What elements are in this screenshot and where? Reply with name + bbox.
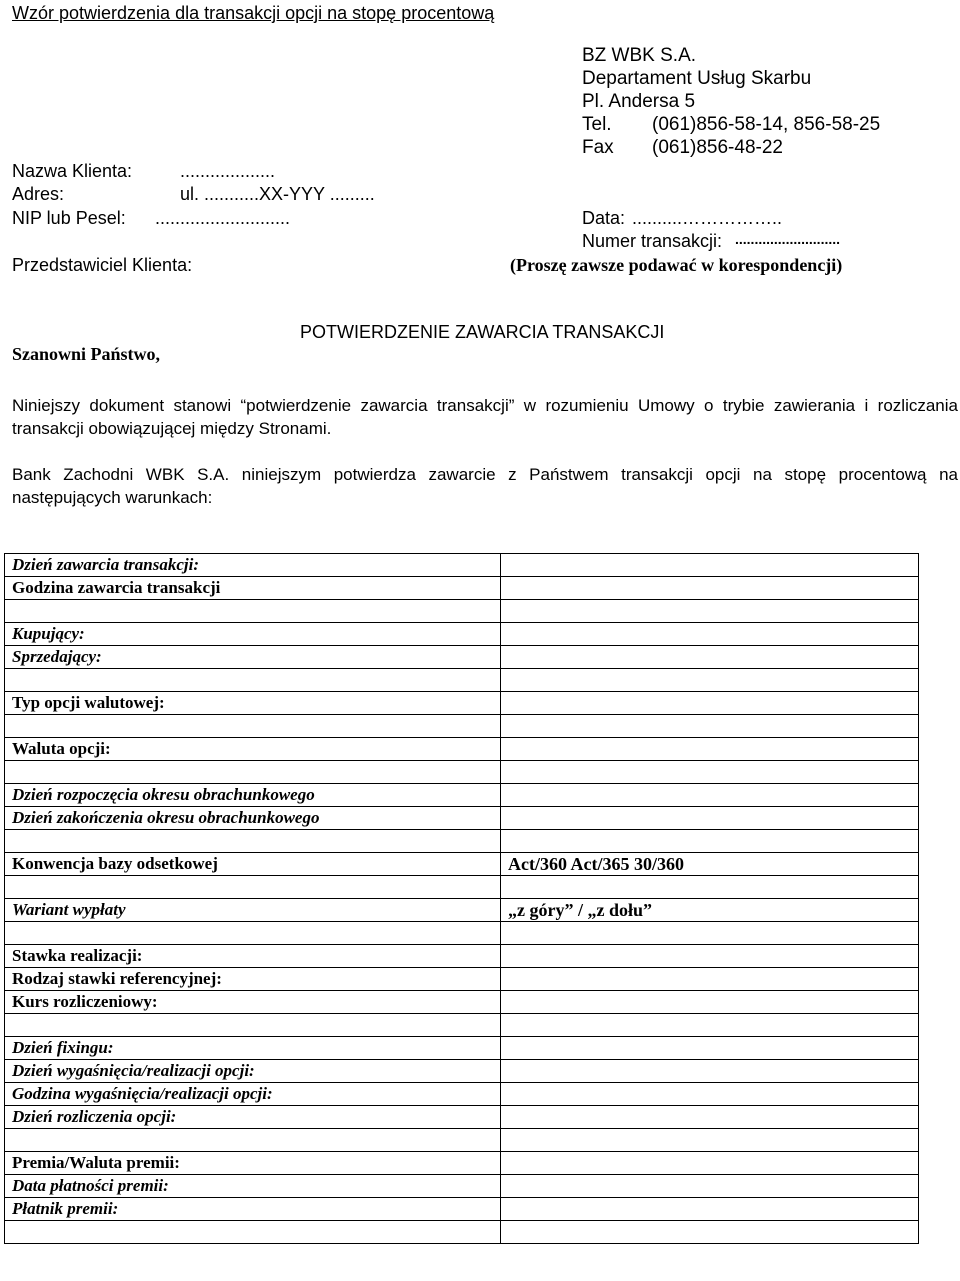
field-label xyxy=(5,600,501,623)
field-label: Wariant wypłaty xyxy=(5,899,501,922)
field-label: Dzień rozliczenia opcji: xyxy=(5,1106,501,1129)
field-label: Płatnik premii: xyxy=(5,1198,501,1221)
table-row xyxy=(5,1175,919,1198)
field-label: Sprzedający: xyxy=(5,646,501,669)
field-value[interactable] xyxy=(501,623,919,646)
field-label: Premia/Waluta premii: xyxy=(5,1152,501,1175)
field-value[interactable] xyxy=(501,600,919,623)
field-label: Godzina zawarcia transakcji xyxy=(5,577,501,600)
table-row xyxy=(5,853,919,876)
table-row xyxy=(5,669,919,692)
field-label xyxy=(5,1129,501,1152)
paragraph-intro: Niniejszy dokument stanowi “potwierdzenie zawarcia transakcji” w rozumieniu Umowy o trybie zawierania i rozliczania transakcji obowiązującej między Stronami. xyxy=(12,396,958,438)
field-value[interactable] xyxy=(501,692,919,715)
field-value[interactable] xyxy=(501,830,919,853)
field-label: Rodzaj stawki referencyjnej: xyxy=(5,968,501,991)
field-label: Typ opcji walutowej: xyxy=(5,692,501,715)
field-label: Konwencja bazy odsetkowej xyxy=(5,853,501,876)
table-row xyxy=(5,554,919,577)
field-value[interactable] xyxy=(501,1106,919,1129)
client-name-value: ................... xyxy=(180,161,276,181)
bank-tel: (061)856-58-14, 856-58-25 xyxy=(652,114,881,135)
table-row xyxy=(5,1198,919,1221)
table-row xyxy=(5,1221,919,1244)
field-value[interactable] xyxy=(501,968,919,991)
field-label: Data płatności premii: xyxy=(5,1175,501,1198)
field-value[interactable] xyxy=(501,1221,919,1244)
field-value[interactable] xyxy=(501,1152,919,1175)
field-label: Dzień zakończenia okresu obrachunkowego xyxy=(5,807,501,830)
table-row xyxy=(5,623,919,646)
field-label xyxy=(5,761,501,784)
table-row xyxy=(5,807,919,830)
field-value[interactable] xyxy=(501,1129,919,1152)
table-row xyxy=(5,784,919,807)
field-value[interactable]: „z góry” / „z dołu” xyxy=(501,899,919,922)
field-value[interactable] xyxy=(501,577,919,600)
client-address-label: Adres: xyxy=(12,184,65,204)
field-label xyxy=(5,876,501,899)
confirmation-heading: POTWIERDZENIE ZAWARCIA TRANSAKCJI xyxy=(300,322,665,342)
field-value[interactable] xyxy=(501,669,919,692)
transaction-number-value: ........................... xyxy=(735,231,841,247)
bank-name: BZ WBK S.A. xyxy=(582,45,697,66)
table-row xyxy=(5,761,919,784)
bank-address: Pl. Andersa 5 xyxy=(582,91,696,112)
table-row xyxy=(5,1014,919,1037)
client-nip-value: ........................... xyxy=(155,208,291,228)
transaction-date-value: ..........…………….. xyxy=(632,208,783,228)
field-value[interactable] xyxy=(501,1175,919,1198)
field-value[interactable] xyxy=(501,784,919,807)
table-row xyxy=(5,577,919,600)
field-label: Stawka realizacji: xyxy=(5,945,501,968)
salutation: Szanowni Państwo, xyxy=(12,344,161,364)
field-value[interactable] xyxy=(501,715,919,738)
table-row xyxy=(5,1106,919,1129)
client-name-label: Nazwa Klienta: xyxy=(12,161,133,181)
field-label: Dzień wygaśnięcia/realizacji opcji: xyxy=(5,1060,501,1083)
table-row xyxy=(5,738,919,761)
field-value[interactable]: Act/360 Act/365 30/360 xyxy=(501,853,919,876)
field-value[interactable] xyxy=(501,1060,919,1083)
document-title: Wzór potwierdzenia dla transakcji opcji na stopę procentową xyxy=(12,3,495,23)
field-value[interactable] xyxy=(501,945,919,968)
field-label xyxy=(5,1014,501,1037)
transaction-date-label: Data: xyxy=(582,208,626,228)
table-row xyxy=(5,991,919,1014)
table-row xyxy=(5,1152,919,1175)
field-label xyxy=(5,830,501,853)
table-row xyxy=(5,1060,919,1083)
correspondence-note: (Proszę zawsze podawać w korespondencji) xyxy=(510,255,843,275)
bank-tel-label: Tel. xyxy=(582,114,612,135)
field-label: Godzina wygaśnięcia/realizacji opcji: xyxy=(5,1083,501,1106)
field-label: Dzień fixingu: xyxy=(5,1037,501,1060)
field-value[interactable] xyxy=(501,1198,919,1221)
field-label xyxy=(5,1221,501,1244)
field-label xyxy=(5,715,501,738)
transaction-details-body xyxy=(5,554,919,1244)
field-value[interactable] xyxy=(501,1037,919,1060)
table-row xyxy=(5,1083,919,1106)
field-value[interactable] xyxy=(501,1014,919,1037)
table-row xyxy=(5,600,919,623)
field-value[interactable] xyxy=(501,761,919,784)
field-label xyxy=(5,922,501,945)
field-value[interactable] xyxy=(501,922,919,945)
table-row xyxy=(5,646,919,669)
field-label: Waluta opcji: xyxy=(5,738,501,761)
table-row xyxy=(5,830,919,853)
field-value[interactable] xyxy=(501,554,919,577)
client-nip-label: NIP lub Pesel: xyxy=(12,208,126,228)
field-label xyxy=(5,669,501,692)
transaction-details-table xyxy=(4,553,919,1244)
field-label: Dzień zawarcia transakcji: xyxy=(5,554,501,577)
table-row xyxy=(5,968,919,991)
client-representative-label: Przedstawiciel Klienta: xyxy=(12,255,193,275)
field-value[interactable] xyxy=(501,991,919,1014)
bank-department: Departament Usług Skarbu xyxy=(582,68,812,89)
paragraph-confirmation: Bank Zachodni WBK S.A. niniejszym potwierdza zawarcie z Państwem transakcji opcji na stopę procentową na następujących warunkach: xyxy=(12,465,958,507)
table-row xyxy=(5,1037,919,1060)
table-row xyxy=(5,922,919,945)
client-address-value: ul. ...........XX-YYY ......... xyxy=(180,184,375,204)
field-label: Dzień rozpoczęcia okresu obrachunkowego xyxy=(5,784,501,807)
table-row xyxy=(5,692,919,715)
table-row xyxy=(5,945,919,968)
table-row xyxy=(5,876,919,899)
transaction-number-label: Numer transakcji: xyxy=(582,231,723,251)
field-value[interactable] xyxy=(501,807,919,830)
table-row xyxy=(5,899,919,922)
table-row xyxy=(5,715,919,738)
field-label: Kupujący: xyxy=(5,623,501,646)
field-value[interactable] xyxy=(501,738,919,761)
field-label: Kurs rozliczeniowy: xyxy=(5,991,501,1014)
bank-fax: (061)856-48-22 xyxy=(652,137,783,158)
field-value[interactable] xyxy=(501,1083,919,1106)
field-value[interactable] xyxy=(501,646,919,669)
field-value[interactable] xyxy=(501,876,919,899)
bank-fax-label: Fax xyxy=(582,137,614,158)
table-row xyxy=(5,1129,919,1152)
